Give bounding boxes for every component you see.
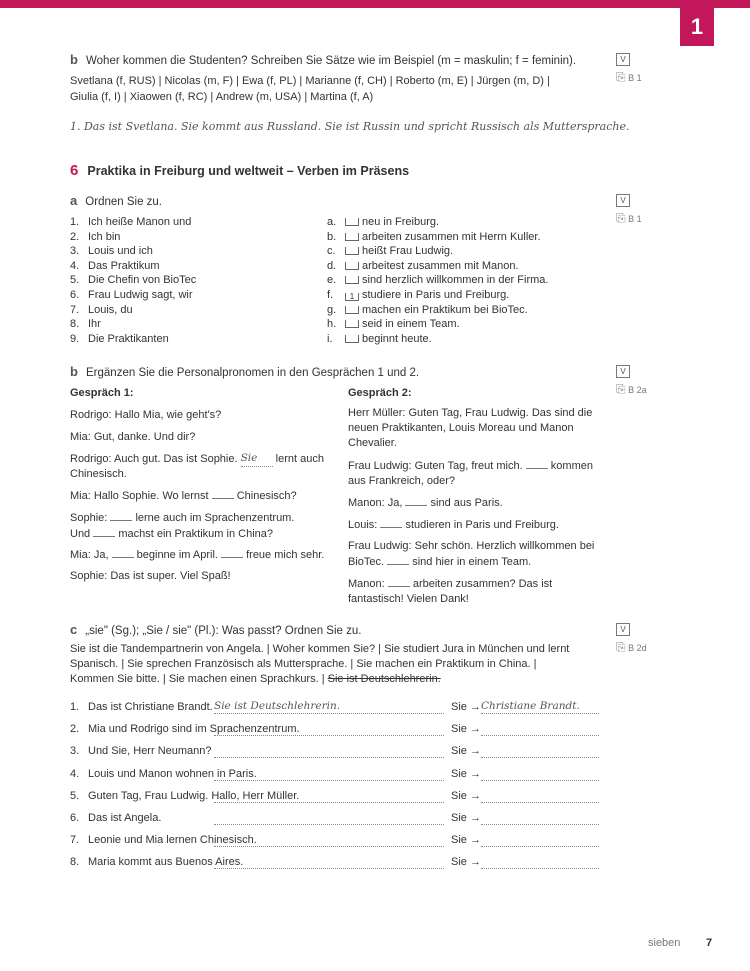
match-left-item: 6. Frau Ludwig sagt, wir — [70, 289, 193, 301]
match-left-item: 8. Ihr — [70, 318, 101, 331]
exercise-item: 3. Und Sie, Herr Neumann? — [70, 745, 212, 758]
dialog-line: Sophie: Das ist super. Viel Spaß! — [70, 570, 231, 582]
sie-label: Sie → — [451, 745, 481, 758]
answer-box[interactable] — [345, 233, 359, 241]
match-right-item: e. sind herzlich willkommen in der Firma. — [327, 274, 549, 287]
bookmark-icon: ⎘ — [616, 382, 626, 396]
instruction: Woher kommen die Studenten? Schreiben Sie Sätze wie im Beispiel (m = maskulin; f = feminin). — [86, 55, 577, 67]
who-answer-line[interactable] — [481, 789, 599, 803]
page-number: 7 — [706, 937, 713, 949]
match-right-item: f. 1 studiere in Paris und Freiburg. — [327, 289, 510, 301]
dialog-line: Mia: Ja, beginne im April. freue mich sehr. — [70, 549, 325, 561]
instruction: Ordnen Sie zu. — [85, 196, 163, 208]
options-line-2: Spanisch. | Sie sprechen Französisch als Muttersprache. | Sie machen ein Praktikum in China. | — [70, 658, 537, 670]
answer-blank[interactable]: Sie — [241, 451, 273, 467]
bookmark-icon: ⎘ — [616, 211, 626, 225]
exercise-item: 7. Leonie und Mia lernen Chinesisch. — [70, 834, 257, 847]
exercise-item: 8. Maria kommt aus Buenos Aires. — [70, 856, 244, 869]
sie-label: Sie → — [451, 789, 481, 802]
options-line-1: Sie ist die Tandempartnerin von Angela. | Woher kommen Sie? | Sie studiert Jura in München und lernt — [70, 643, 570, 655]
answer-box[interactable] — [345, 247, 359, 255]
answer-line[interactable] — [214, 767, 444, 781]
bookmark-icon: ⎘ — [616, 70, 626, 84]
subtask-letter: a — [70, 193, 78, 208]
who-answer-line[interactable] — [481, 855, 599, 869]
match-left-item: 1. Ich heiße Manon und — [70, 216, 192, 228]
who-answer-line[interactable] — [481, 722, 599, 736]
who-answer-line[interactable] — [481, 744, 599, 758]
sie-label: Sie → — [451, 834, 481, 847]
who-answer-line[interactable] — [481, 767, 599, 781]
answer-line[interactable] — [214, 855, 444, 869]
answer-line[interactable] — [214, 811, 444, 825]
match-right-item: c. heißt Frau Ludwig. — [327, 245, 454, 258]
match-left-item: 5. Die Chefin von BioTec — [70, 274, 197, 287]
dialog-line: Mia: Hallo Sophie. Wo lernst Chinesisch? — [70, 490, 297, 502]
answer-box[interactable] — [345, 306, 359, 314]
match-right-item: b. arbeiten zusammen mit Herrn Kuller. — [327, 230, 541, 243]
instruction: „sie" (Sg.); „Sie / sie" (Pl.): Was passt? Ordnen Sie zu. — [85, 625, 362, 637]
section-title: Praktika in Freiburg und weltweit – Verben im Präsens — [87, 164, 410, 178]
answer-blank[interactable] — [212, 488, 234, 499]
dialog-2-title: Gespräch 2: — [348, 387, 412, 399]
match-right-item: d. arbeitest zusammen mit Manon. — [327, 259, 519, 272]
reference: ⎘ B 1 — [616, 211, 642, 225]
dialog-line: Mia: Gut, danke. Und dir? — [70, 431, 196, 443]
subtask-letter: b — [70, 364, 78, 379]
bookmark-icon: ⎘ — [616, 640, 626, 654]
match-right-item: g. machen ein Praktikum bei BioTec. — [327, 303, 528, 316]
answer-line[interactable] — [214, 833, 444, 847]
dialog-line: Herr Müller: Guten Tag, Frau Ludwig. Das sind die neuen Praktikanten, Louis Moreau und Manon Chevalier. — [348, 407, 593, 449]
top-bar — [0, 0, 750, 8]
match-left-item: 9. Die Praktikanten — [70, 332, 169, 345]
dialog-line: Frau Ludwig: Guten Tag, freut mich. kommen aus Frankreich, oder? — [348, 460, 593, 487]
answer-blank[interactable] — [380, 517, 402, 528]
match-left-item: 2. Ich bin — [70, 230, 121, 243]
sie-label: Sie → — [451, 701, 481, 713]
used-option: Sie ist Deutschlehrerin. — [327, 673, 441, 685]
dialog-line: Louis: studieren in Paris und Freiburg. — [348, 519, 559, 531]
names-line-1: Svetlana (f, RUS) | Nicolas (m, F) | Ewa (f, PL) | Marianne (f, CH) | Roberto (m, E) | Jürgen (m, D) | — [70, 75, 550, 87]
reference: ⎘ B 2d — [616, 640, 647, 654]
match-right-item: h. seid in einem Team. — [327, 318, 460, 331]
names-line-2: Giulia (f, I) | Xiaowen (f, RC) | Andrew (m, USA) | Martina (f, A) — [70, 91, 374, 103]
answer-box[interactable]: 1 — [345, 293, 359, 301]
answer-line[interactable] — [214, 789, 444, 803]
answer-box[interactable] — [345, 335, 359, 343]
answer-blank[interactable] — [93, 526, 115, 537]
footer-word: sieben — [648, 937, 681, 949]
sie-label: Sie → — [451, 856, 481, 869]
section-6-header — [70, 162, 409, 179]
dialog-line: Manon: arbeiten zusammen? Das ist fantastisch! Vielen Dank! — [348, 578, 553, 605]
who-answer-line[interactable] — [481, 811, 599, 825]
dialog-line: Manon: Ja, sind aus Paris. — [348, 497, 503, 509]
section-6b-header — [70, 364, 419, 379]
match-left-item: 3. Louis und ich — [70, 245, 153, 258]
match-right-item: a. neu in Freiburg. — [327, 216, 440, 228]
vocab-icon: V — [616, 194, 630, 207]
section-number: 6 — [70, 162, 79, 179]
answer-box[interactable] — [345, 276, 359, 284]
match-right-item: i. beginnt heute. — [327, 332, 432, 345]
answer-line[interactable]: Sie ist Deutschlehrerin. — [214, 700, 444, 714]
reference: ⎘ B 2a — [616, 382, 647, 396]
sie-label: Sie → — [451, 723, 481, 736]
dialog-line: Frau Ludwig: Sehr schön. Herzlich willkommen bei BioTec. sind hier in einem Team. — [348, 540, 595, 568]
dialog-1-title: Gespräch 1: — [70, 387, 134, 399]
exercise-item: 4. Louis und Manon wohnen in Paris. — [70, 767, 257, 780]
exercise-item: 6. Das ist Angela. — [70, 812, 162, 824]
answer-line[interactable] — [214, 722, 444, 736]
instruction: Ergänzen Sie die Personalpronomen in den Gesprächen 1 und 2. — [86, 367, 420, 379]
exercise-item: 2. Mia und Rodrigo sind im Sprachenzentrum. — [70, 723, 300, 736]
answer-blank[interactable] — [387, 554, 409, 565]
answer-line[interactable] — [214, 744, 444, 758]
answer-box[interactable] — [345, 262, 359, 270]
subtask-letter: c — [70, 622, 78, 637]
subtask-letter: b — [70, 52, 78, 67]
answer-blank[interactable] — [526, 458, 548, 469]
example-answer: 1. Das ist Svetlana. Sie kommt aus Russland. Sie ist Russin und spricht Russisch als Muttersprache. — [70, 120, 630, 133]
sie-label: Sie → — [451, 767, 481, 780]
section-6a-header — [70, 193, 162, 208]
answer-box[interactable] — [345, 320, 359, 328]
answer-blank[interactable] — [405, 495, 427, 506]
dialog-line: Rodrigo: Auch gut. Das ist Sophie. Sie lernt auch Chinesisch. — [70, 452, 324, 480]
dialog-line: Sophie: lerne auch im Sprachenzentrum. Und machst ein Praktikum in China? — [70, 512, 295, 540]
section-6c-header — [70, 622, 361, 637]
dialog-line: Rodrigo: Hallo Mia, wie geht's? — [70, 409, 222, 421]
match-left-item: 4. Das Praktikum — [70, 259, 160, 272]
chapter-badge: 1 — [680, 8, 714, 46]
answer-blank[interactable] — [388, 576, 410, 587]
match-left-item: 7. Louis, du — [70, 303, 133, 316]
vocab-icon: V — [616, 623, 630, 636]
section-5b-header — [70, 52, 576, 67]
reference: ⎘ B 1 — [616, 70, 642, 84]
exercise-item: 5. Guten Tag, Frau Ludwig. Hallo, Herr Müller. — [70, 789, 300, 802]
who-answer-line[interactable]: Christiane Brandt. — [481, 700, 599, 714]
sie-label: Sie → — [451, 812, 481, 824]
answer-box[interactable] — [345, 218, 359, 226]
vocab-icon: V — [616, 53, 630, 66]
answer-blank[interactable] — [110, 510, 132, 521]
answer-blank[interactable] — [221, 547, 243, 558]
options-line-3: Kommen Sie bitte. | Sie machen einen Sprachkurs. | Sie ist Deutschlehrerin. — [70, 673, 441, 685]
vocab-icon: V — [616, 365, 630, 378]
who-answer-line[interactable] — [481, 833, 599, 847]
answer-blank[interactable] — [112, 547, 134, 558]
exercise-item: 1. Das ist Christiane Brandt. — [70, 701, 213, 713]
